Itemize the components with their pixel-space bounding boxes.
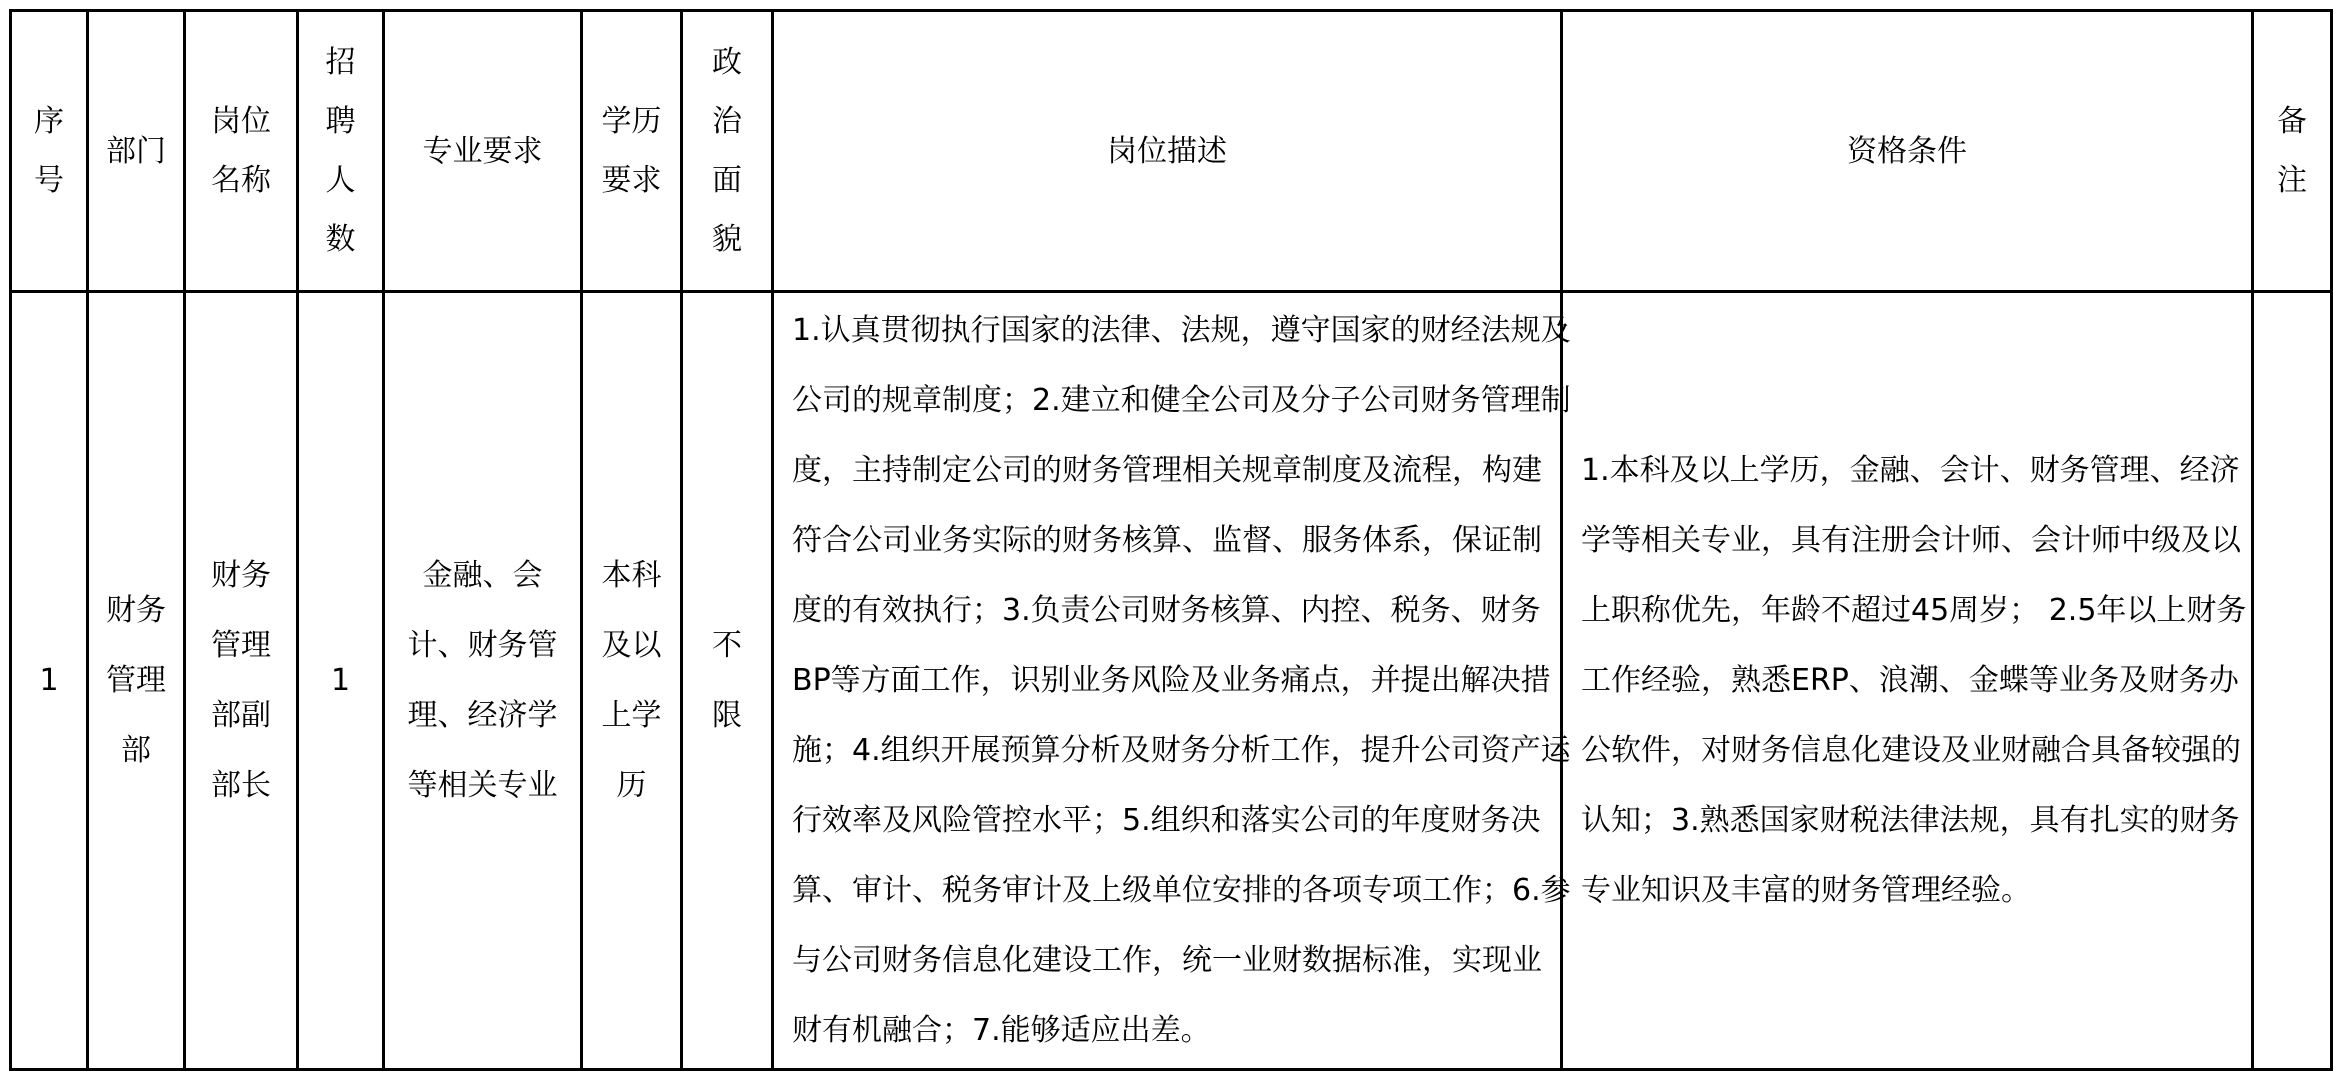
cell-major: [384, 292, 582, 1070]
description-line: 度，主持制定公司的财务管理相关规章制度及流程，构建: [792, 452, 1542, 488]
cell-politics: [682, 292, 773, 1070]
cell-text: 计、财务管: [407, 627, 558, 663]
description-line: 施；4.组织开展预算分析及财务分析工作，提升公司资产运: [792, 732, 1571, 768]
header-text: 政: [712, 45, 742, 80]
description-line: 公司的规章制度；2.建立和健全公司及分子公司财务管理制: [792, 382, 1571, 418]
header-text: 人: [325, 163, 356, 198]
header-major: [384, 11, 582, 292]
header-text: 面: [712, 163, 742, 198]
cell-text: 及以: [601, 627, 662, 663]
qualification-line: 上职称优先，年龄不超过45周岁； 2.5年以上财务: [1581, 592, 2247, 628]
header-education: [582, 11, 682, 292]
header-text: 数: [325, 222, 356, 257]
cell-text: 理、经济学: [407, 697, 558, 733]
header-text: 备: [2277, 104, 2307, 139]
header-text: 名称: [211, 163, 271, 198]
cell-seq: [11, 292, 88, 1070]
header-position: [185, 11, 298, 292]
qualification-line: 公软件，对财务信息化建设及业财融合具备较强的: [1581, 732, 2241, 768]
cell-description: [773, 292, 1571, 1070]
qualification-line: 1.本科及以上学历，金融、会计、财务管理、经济: [1581, 452, 2240, 488]
header-text: 专业要求: [422, 133, 543, 169]
description-line: 1.认真贯彻执行国家的法律、法规，遵守国家的财经法规及: [792, 312, 1571, 348]
cell-education: [582, 292, 682, 1070]
cell-remarks: [2253, 292, 2332, 1070]
cell-text: 等相关专业: [407, 767, 558, 803]
description-line: 算、审计、税务审计及上级单位安排的各项专项工作；6.参: [792, 872, 1571, 908]
qualification-line: 学等相关专业，具有注册会计师、会计师中级及以: [1581, 522, 2241, 558]
cell-text: 历: [616, 767, 647, 803]
header-remarks: [2253, 11, 2332, 292]
cell-count: [298, 292, 384, 1070]
cell-position: [185, 292, 298, 1070]
header-dept: [88, 11, 185, 292]
header-text: 岗位: [211, 104, 271, 139]
header-text: 治: [712, 104, 742, 139]
job-posting-table: [9, 9, 2333, 1071]
cell-text: 1: [39, 662, 59, 698]
header-description: [773, 11, 1562, 292]
description-line: 度的有效执行；3.负责公司财务核算、内控、税务、财务: [792, 592, 1541, 628]
header-text: 聘: [325, 104, 356, 139]
header-text: 要求: [601, 163, 662, 198]
header-text: 岗位描述: [1107, 133, 1227, 169]
header-text: 注: [2277, 163, 2307, 198]
cell-text: 管理: [211, 627, 271, 663]
cell-text: 本科: [601, 557, 662, 593]
description-line: 行效率及风险管控水平；5.组织和落实公司的年度财务决: [792, 802, 1541, 838]
cell-text: 限: [712, 697, 742, 733]
header-text: 招: [325, 45, 356, 80]
header-text: 号: [34, 163, 64, 198]
header-seq: [11, 11, 88, 292]
description-line: BP等方面工作，识别业务风险及业务痛点，并提出解决措: [792, 662, 1551, 698]
cell-dept: [88, 292, 185, 1070]
header-politics: [682, 11, 773, 292]
cell-text: 财务: [211, 557, 271, 593]
cell-text: 部长: [211, 767, 271, 803]
header-text: 学历: [601, 104, 662, 139]
cell-text: 管理: [106, 662, 166, 698]
cell-qualification: [1562, 292, 2253, 1070]
header-count: [298, 11, 384, 292]
qualification-line: 专业知识及丰富的财务管理经验。: [1581, 872, 2031, 908]
cell-text: 不: [712, 627, 742, 663]
description-line: 与公司财务信息化建设工作，统一业财数据标准，实现业: [792, 942, 1542, 978]
cell-text: 金融、会: [422, 557, 543, 593]
description-line: 符合公司业务实际的财务核算、监督、服务体系，保证制: [792, 522, 1542, 558]
header-text: 资格条件: [1847, 133, 1967, 169]
description-line: 财有机融合；7.能够适应出差。: [792, 1012, 1211, 1048]
cell-text: 财务: [106, 592, 166, 628]
table-row: [11, 292, 2332, 1070]
qualification-line: 工作经验，熟悉ERP、浪潮、金蝶等业务及财务办: [1581, 662, 2239, 698]
cell-text: 上学: [601, 697, 662, 733]
cell-text: 部副: [211, 697, 271, 733]
header-text: 貌: [712, 222, 742, 257]
cell-text: 部: [121, 732, 151, 768]
cell-text: 1: [330, 662, 351, 698]
qualification-line: 认知；3.熟悉国家财税法律法规，具有扎实的财务: [1581, 802, 2240, 838]
header-qualification: [1562, 11, 2253, 292]
header-row: [11, 11, 2332, 292]
header-text: 部门: [106, 133, 166, 169]
header-text: 序: [34, 104, 64, 139]
